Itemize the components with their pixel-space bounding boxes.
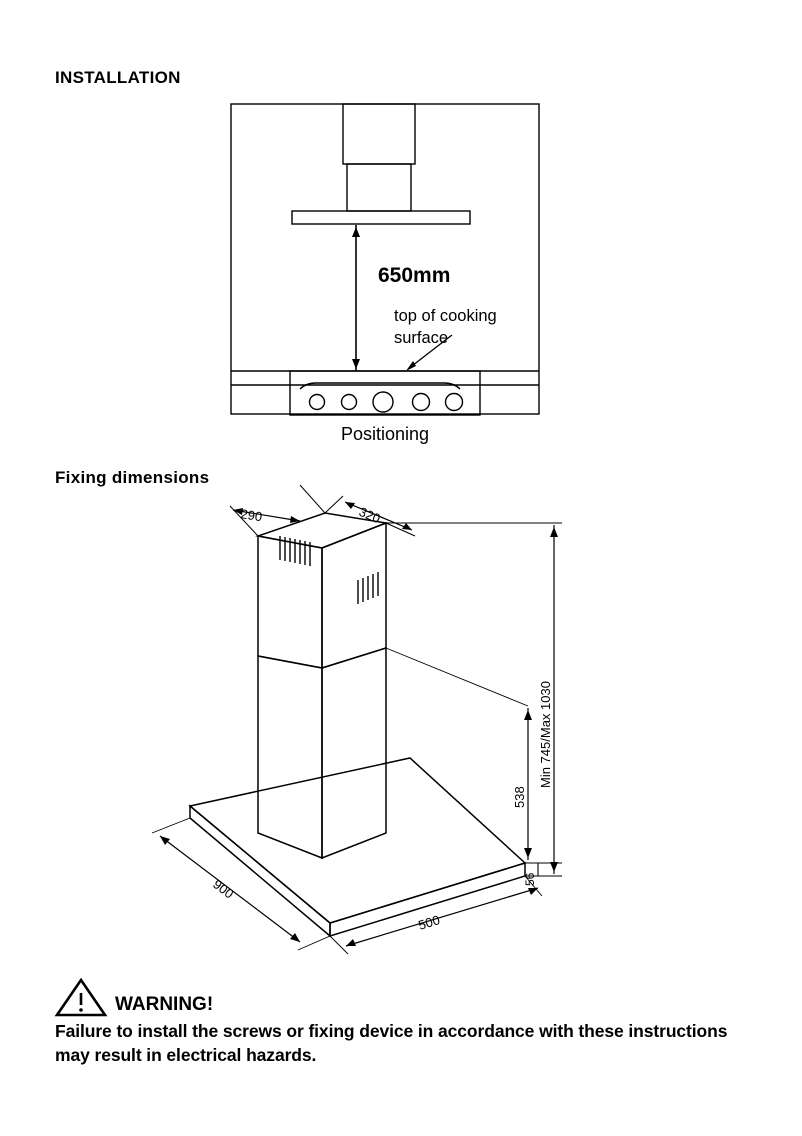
burner-2 — [342, 395, 357, 410]
arrow-head-down — [352, 359, 360, 369]
dim-arrow-900-b — [290, 933, 300, 942]
positioning-svg — [230, 103, 540, 415]
dim-arrow-500-b — [528, 888, 538, 895]
dim-arrow-total-bottom — [550, 862, 558, 872]
dim-line-500 — [346, 888, 538, 946]
burner-4 — [413, 394, 430, 411]
canopy-top-face — [190, 758, 525, 923]
warning-title: WARNING! — [115, 994, 214, 1015]
ext-line-900-b — [298, 936, 330, 950]
dim-label-320: 320 — [356, 503, 383, 527]
fixing-dimensions-heading: Fixing dimensions — [55, 468, 210, 487]
chimney-upper — [343, 104, 415, 164]
positioning-diagram — [230, 103, 540, 415]
burner-3 — [373, 392, 393, 412]
fixing-dimensions-diagram — [130, 488, 590, 958]
wall-outline — [231, 104, 539, 414]
dim-label-900: 900 — [210, 876, 237, 902]
ext-line-mid — [386, 648, 528, 706]
chimney-lower-front — [322, 648, 386, 858]
installation-heading: INSTALLATION — [55, 68, 181, 87]
dim-arrow-total-top — [550, 527, 558, 537]
dim-label-500: 500 — [416, 912, 442, 933]
height-label: 650mm — [378, 264, 451, 287]
warning-exclamation-dot — [79, 1008, 83, 1012]
dim-label-290: 290 — [239, 506, 264, 525]
vent-grille-icon — [280, 536, 310, 566]
dim-label-56: 56 — [523, 872, 537, 886]
fixing-dimensions-svg — [130, 488, 590, 958]
warning-triangle-icon — [55, 977, 107, 1017]
warning-header-row — [55, 975, 755, 1017]
leader-320-b — [325, 496, 343, 513]
hood-canopy — [292, 211, 470, 224]
burner-1 — [310, 395, 325, 410]
burner-5 — [446, 394, 463, 411]
dim-arrow-500-a — [346, 939, 356, 946]
callout-arrow-head — [406, 361, 416, 371]
dim-arrow-538-bottom — [524, 848, 532, 858]
cooking-surface-label-line1: top of cooking — [394, 307, 497, 325]
canopy-left-edge — [190, 806, 330, 936]
warning-body-text: Failure to install the screws or fixing device in accordance with these instructions may result in electrical hazards. — [55, 1021, 728, 1065]
dim-arrow-900-a — [160, 836, 170, 845]
ext-line-500-a — [330, 936, 348, 954]
positioning-caption: Positioning — [340, 424, 430, 444]
dim-arrow-538-top — [524, 710, 532, 720]
cooking-surface-label-line2: surface — [394, 329, 449, 347]
chimney-lower — [347, 164, 411, 211]
vent-grille-icon-right — [358, 572, 378, 604]
chimney-lower-left — [258, 656, 322, 858]
hob-body — [290, 371, 480, 415]
leader-290-b — [300, 485, 325, 513]
ext-line-900-a — [152, 818, 190, 833]
dim-label-538: 538 — [512, 786, 527, 808]
hob-panel — [300, 383, 460, 389]
warning-block — [55, 975, 755, 1067]
dim-label-total-height: Min 745/Max 1030 — [538, 681, 553, 788]
arrow-head-up — [352, 227, 360, 237]
